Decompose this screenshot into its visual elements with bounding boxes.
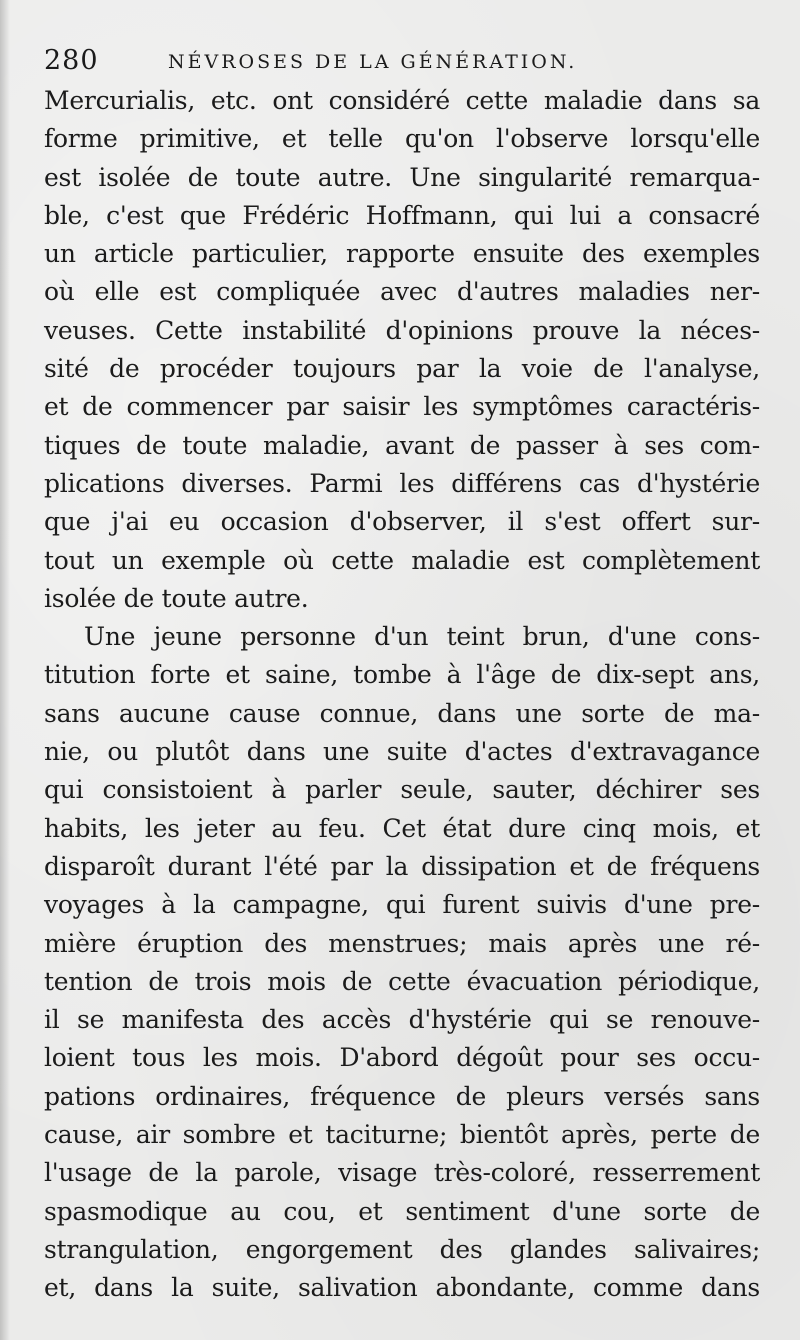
text-line: mière éruption des menstrues; mais après une ré- <box>44 928 760 958</box>
text-line: que j'ai eu occasion d'observer, il s'est offert sur- <box>44 507 760 537</box>
text-line: tention de trois mois de cette évacuation périodique, <box>44 966 760 996</box>
text-line: plications diverses. Parmi les différens cas d'hystérie <box>44 468 760 498</box>
text-line: Mercurialis, etc. ont considéré cette maladie dans sa <box>44 86 760 115</box>
text-line: tout un exemple où cette maladie est complètement <box>44 545 760 575</box>
page-gutter-shadow <box>0 0 10 1340</box>
text-line: il se manifesta des accès d'hystérie qui se renouve- <box>44 1005 760 1035</box>
text-line: habits, les jeter au feu. Cet état dure cinq mois, et <box>44 813 760 843</box>
text-line: forme primitive, et telle qu'on l'observe lorsqu'elle <box>44 124 760 154</box>
text-line: qui consistoient à parler seule, sauter, déchirer ses <box>44 775 760 805</box>
paragraph-2 <box>44 618 760 1307</box>
text-line: l'usage de la parole, visage très-coloré, resserrement <box>44 1158 760 1188</box>
text-line: voyages à la campagne, qui furent suivis d'une pre- <box>44 890 760 920</box>
text-line: nie, ou plutôt dans une suite d'actes d'extravagance <box>44 737 760 767</box>
text-line: où elle est compliquée avec d'autres maladies ner- <box>44 277 760 307</box>
text-line: sité de procéder toujours par la voie de l'analyse, <box>44 354 760 384</box>
running-head: NÉVROSES DE LA GÉNÉRATION. <box>168 51 578 73</box>
text-line: isolée de toute autre. <box>44 583 309 613</box>
text-line: tiques de toute maladie, avant de passer à ses com- <box>44 430 760 460</box>
text-line: ble, c'est que Frédéric Hoffmann, qui lui a consacré <box>44 200 760 230</box>
text-line: cause, air sombre et taciturne; bientôt après, perte de <box>44 1120 760 1150</box>
text-line: Une jeune personne d'un teint brun, d'une cons- <box>84 622 760 652</box>
page-header <box>44 44 764 78</box>
text-line: un article particulier, rapporte ensuite des exemples <box>44 239 760 269</box>
paragraph-1 <box>44 82 760 618</box>
body-text <box>44 82 760 1308</box>
text-line: loient tous les mois. D'abord dégoût pour ses occu- <box>44 1043 760 1073</box>
text-line: titution forte et saine, tombe à l'âge de dix-sept ans, <box>44 660 760 690</box>
text-line: sans aucune cause connue, dans une sorte de ma- <box>44 698 760 728</box>
text-line: veuses. Cette instabilité d'opinions prouve la néces- <box>44 315 760 345</box>
text-line: strangulation, engorgement des glandes salivaires; <box>44 1234 760 1264</box>
text-line: disparoît durant l'été par la dissipation et de fréquens <box>44 851 760 881</box>
text-line: spasmodique au cou, et sentiment d'une sorte de <box>44 1196 760 1226</box>
text-line: et, dans la suite, salivation abondante, comme dans <box>44 1273 760 1303</box>
text-line: est isolée de toute autre. Une singularité remarqua- <box>44 162 760 192</box>
text-line: et de commencer par saisir les symptômes caractéris- <box>44 392 760 422</box>
page-number: 280 <box>44 45 99 76</box>
text-line: pations ordinaires, fréquence de pleurs versés sans <box>44 1081 760 1111</box>
